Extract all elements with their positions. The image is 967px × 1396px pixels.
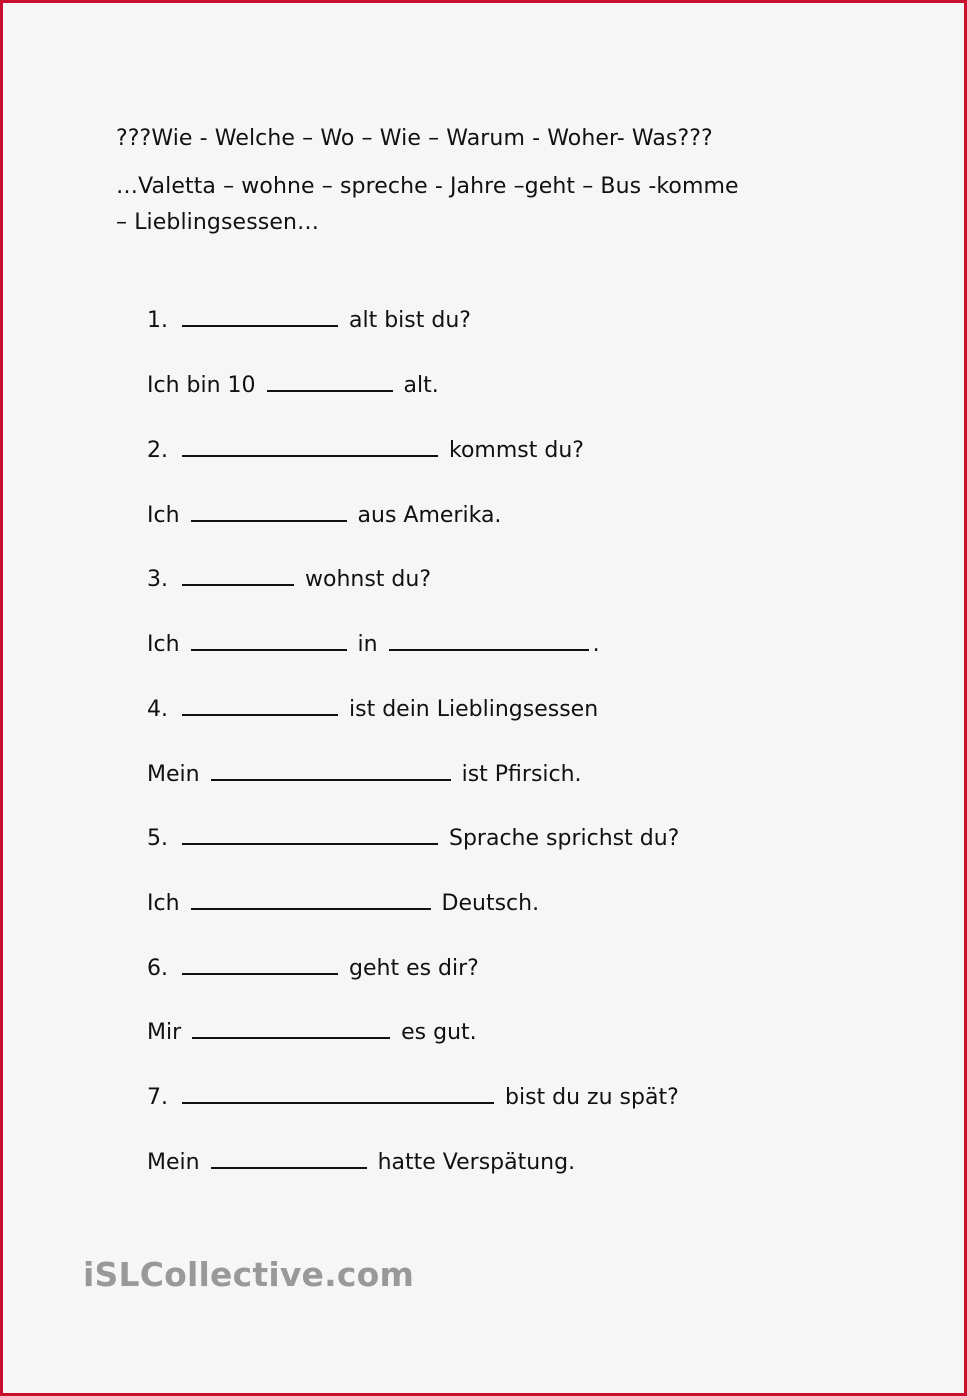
exercise-number: 1. [147,308,168,333]
answer-text-before: Ich [147,891,180,916]
answer-blank[interactable] [191,886,431,910]
watermark-logo-text: iSLCollective.com [83,1255,415,1294]
question-text: alt bist du? [349,308,471,333]
answer-text-before: Ich [147,632,180,657]
exercise-2-question [147,433,584,466]
exercise-6-question [147,951,479,984]
answer-blank[interactable] [211,757,451,781]
answer-blank[interactable] [182,303,338,327]
answer-text-middle: in [357,632,378,657]
exercise-6-answer [147,1015,477,1048]
exercise-number: 2. [147,438,168,463]
answer-blank[interactable] [211,1145,367,1169]
answer-blank[interactable] [182,433,438,457]
exercise-2-answer [147,498,501,531]
answer-blank[interactable] [192,1015,390,1039]
answer-text-after: aus Amerika. [357,503,502,528]
answer-text-after: es gut. [401,1020,477,1045]
exercise-5-answer [147,886,539,919]
answer-blank[interactable] [191,498,347,522]
answer-blank[interactable] [182,1080,494,1104]
question-text: kommst du? [449,438,584,463]
exercise-7-question [147,1080,679,1113]
question-words-line: ???Wie - Welche – Wo – Wie – Warum - Woher- Was??? [116,126,713,151]
answer-text-after: ist Pfirsich. [461,762,582,787]
answer-blank[interactable] [182,562,294,586]
question-text: geht es dir? [349,956,479,981]
answer-text-after: Deutsch. [441,891,540,916]
exercise-number: 5. [147,826,168,851]
answer-text-before: Mir [147,1020,182,1045]
question-text: wohnst du? [305,567,432,592]
answer-text-before: Mein [147,1150,200,1175]
word-bank [116,121,756,241]
exercise-3-answer [147,627,600,660]
exercise-number: 7. [147,1085,168,1110]
answer-words-line: …Valetta – wohne – spreche - Jahre –geht – Bus -komme – Lieblingsessen… [116,174,739,235]
exercise-1-answer [147,368,439,401]
answer-text-before: Ich [147,503,180,528]
answer-text-before: Mein [147,762,200,787]
question-text: bist du zu spät? [505,1085,679,1110]
answer-text-after: alt. [403,373,439,398]
exercise-number: 6. [147,956,168,981]
exercise-7-answer [147,1145,575,1178]
answer-blank[interactable] [389,627,589,651]
exercise-4-question [147,692,598,725]
answer-text-after: hatte Verspätung. [377,1150,576,1175]
answer-blank[interactable] [191,627,347,651]
answer-blank[interactable] [182,951,338,975]
answer-blank[interactable] [182,692,338,716]
exercise-4-answer [147,757,582,790]
answer-text-before: Ich bin 10 [147,373,256,398]
exercise-1-question [147,303,471,336]
question-text: ist dein Lieblingsessen [349,697,599,722]
answer-blank[interactable] [267,368,393,392]
exercise-3-question [147,562,431,595]
question-text: Sprache sprichst du? [449,826,680,851]
exercise-number: 3. [147,567,168,592]
answer-text-after: . [592,632,600,657]
exercise-5-question [147,821,679,854]
exercise-number: 4. [147,697,168,722]
answer-blank[interactable] [182,821,438,845]
